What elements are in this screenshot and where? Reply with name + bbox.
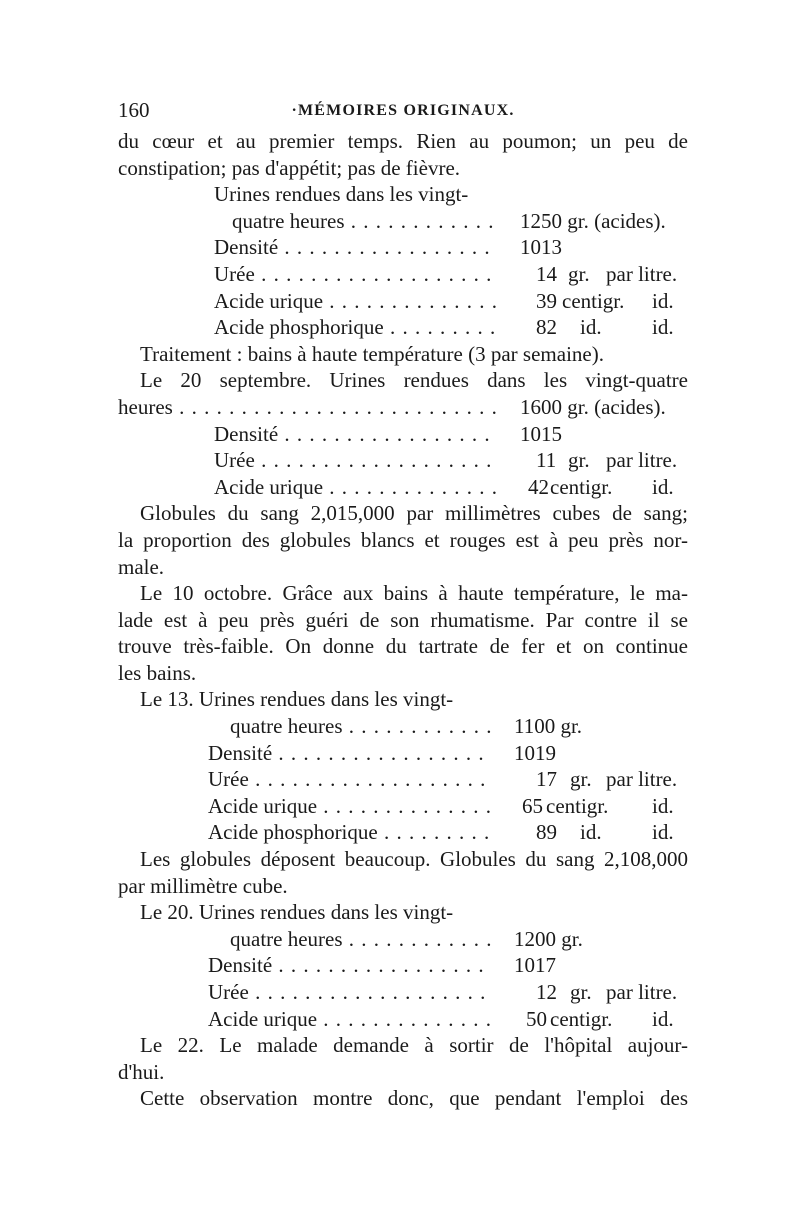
- text-line: du cœur et au premier temps. Rien au poumon; un peu de: [118, 129, 688, 153]
- measurement-row: [118, 394, 688, 421]
- measurement-value: 1200 gr.: [514, 926, 583, 951]
- text-line: Le 20. Urines rendues dans les vingt-: [140, 900, 454, 925]
- measurement-value: par litre.: [606, 767, 678, 792]
- text-line: Le 13. Urines rendues dans les vingt-: [140, 687, 454, 712]
- measurement-value: 11: [536, 448, 557, 473]
- measurement-value: id.: [652, 1006, 674, 1031]
- measurement-value: par litre.: [606, 261, 678, 286]
- text-line: d'hui.: [118, 1059, 165, 1084]
- measurement-row: [118, 261, 688, 288]
- measurement-value: id.: [652, 820, 674, 845]
- page-number: 160: [118, 98, 150, 122]
- measurement-row: [118, 234, 688, 261]
- measurement-row: [118, 713, 688, 740]
- measurement-value: 1015: [520, 421, 562, 446]
- text-line: Le 22. Le malade demande à sortir de l'hôpital aujour-: [140, 1033, 688, 1058]
- text-line: male.: [118, 554, 165, 579]
- measurement-label: quatre heures . . .: [232, 208, 496, 235]
- measurement-label: Densité . . .: [208, 740, 492, 767]
- measurement-label: Urée . . .: [208, 979, 492, 1006]
- measurement-label: quatre heures . . .: [230, 926, 492, 953]
- text-line: trouve très-faible. On donne du tartrate de fer et on continue: [118, 634, 688, 659]
- measurement-value: 39: [536, 288, 557, 313]
- text-line: Le 20 septembre. Urines rendues dans les vingt-quatre: [140, 368, 688, 393]
- measurement-label: Acide urique . . .: [208, 1006, 492, 1033]
- measurement-value: 65: [522, 793, 543, 818]
- measurement-value: 12: [536, 980, 557, 1004]
- measurement-value: 17: [536, 767, 557, 792]
- measurement-value: id.: [652, 474, 674, 499]
- page-header: [118, 92, 688, 128]
- measurement-value: centigr.: [550, 1006, 613, 1031]
- measurement-value: 1019: [514, 740, 556, 765]
- page-body: [118, 128, 688, 1112]
- measurement-value: gr.: [568, 261, 590, 286]
- measurement-row: [118, 447, 688, 474]
- measurement-value: centigr.: [562, 288, 625, 313]
- measurement-label: Acide urique . . .: [208, 793, 492, 820]
- measurement-value: 14: [536, 261, 557, 286]
- text-line: Urines rendues dans les vingt-: [214, 182, 469, 207]
- measurement-label: Acide urique . . .: [214, 474, 496, 501]
- text-line: Globules du sang 2,015,000 par millimètres cubes de sang;: [140, 501, 688, 526]
- measurement-value: 1100 gr.: [514, 714, 583, 739]
- measurement-value: centigr.: [546, 793, 609, 818]
- text-line: la proportion des globules blancs et rouges est à peu près nor-: [118, 527, 688, 552]
- measurement-row: [118, 766, 688, 793]
- measurement-label: quatre heures . . .: [230, 713, 492, 740]
- measurement-row: [118, 421, 688, 448]
- measurement-row: [118, 740, 688, 767]
- measurement-value: 1017: [514, 953, 556, 978]
- measurement-row: [118, 926, 688, 953]
- measurement-row: [118, 979, 688, 1006]
- measurement-value: 1250 gr. (acides).: [520, 208, 666, 233]
- measurement-row: [118, 793, 688, 820]
- measurement-value: id.: [652, 315, 674, 340]
- measurement-row: [118, 474, 688, 501]
- text-line: lade est à peu près guéri de son rhumatisme. Par contre il se: [118, 607, 688, 632]
- measurement-label: Densité . . .: [214, 421, 496, 448]
- measurement-row: [118, 819, 688, 846]
- measurement-value: 89: [536, 820, 557, 845]
- measurement-row: [118, 208, 688, 235]
- measurement-value: gr.: [568, 448, 590, 473]
- measurement-value: par litre.: [606, 448, 678, 473]
- measurement-label: Urée . . .: [208, 766, 492, 793]
- text-line: par millimètre cube.: [118, 873, 288, 898]
- measurement-row: [118, 288, 688, 315]
- measurement-label: heures . . .: [118, 394, 496, 421]
- measurement-value: 42: [528, 474, 549, 499]
- text-line: Cette observation montre donc, que pendant l'emploi des: [140, 1086, 688, 1111]
- measurement-value: 82: [536, 315, 557, 340]
- measurement-label: Acide phosphorique . . .: [214, 314, 496, 341]
- measurement-row: [118, 952, 688, 979]
- measurement-value: id.: [652, 793, 674, 818]
- measurement-value: id.: [580, 315, 602, 340]
- measurement-value: 50: [526, 1006, 547, 1031]
- measurement-value: centigr.: [550, 474, 613, 499]
- measurement-row: [118, 314, 688, 341]
- text-line: constipation; pas d'appétit; pas de fièvre.: [118, 155, 461, 180]
- measurement-value: id.: [652, 288, 674, 313]
- measurement-label: Urée . . .: [214, 447, 496, 474]
- measurement-value: gr.: [570, 980, 592, 1004]
- measurement-value: par litre.: [606, 980, 678, 1004]
- running-title: ·MÉMOIRES ORIGINAUX.: [291, 102, 515, 119]
- measurement-value: 1600 gr. (acides).: [520, 394, 666, 419]
- measurement-label: Urée . . .: [214, 261, 496, 288]
- measurement-value: id.: [580, 820, 602, 845]
- measurement-value: 1013: [520, 235, 562, 260]
- measurement-label: Densité . . .: [208, 952, 492, 979]
- text-line: Les globules déposent beaucoup. Globules du sang 2,108,000: [140, 847, 688, 872]
- measurement-label: Acide urique . . .: [214, 288, 496, 315]
- measurement-row: [118, 1006, 688, 1033]
- text-line: les bains.: [118, 660, 197, 685]
- text-line: Traitement : bains à haute température (3 par semaine).: [140, 341, 604, 366]
- text-line: Le 10 octobre. Grâce aux bains à haute température, le ma-: [140, 581, 688, 606]
- measurement-label: Densité . . .: [214, 234, 496, 261]
- measurement-label: Acide phosphorique . . .: [208, 819, 492, 846]
- measurement-value: gr.: [570, 767, 592, 792]
